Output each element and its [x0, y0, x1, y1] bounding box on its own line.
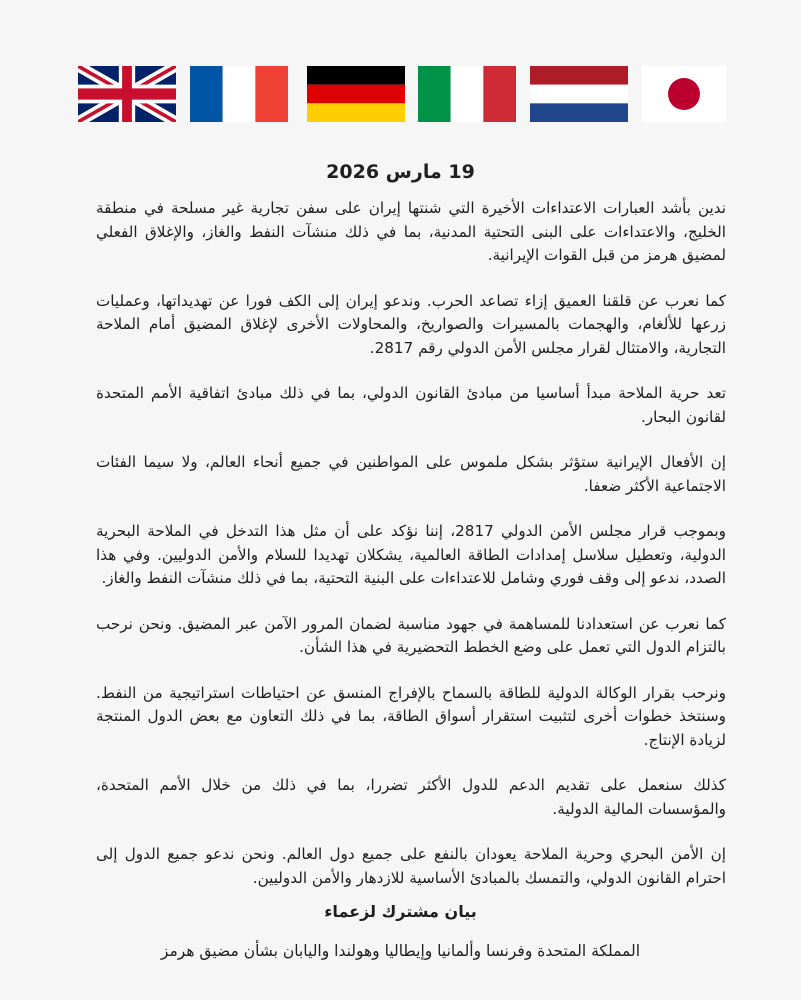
- paragraph-4: إن الأفعال الإيرانية ستؤثر بشكل ملموس على المواطنين في جميع أنحاء العالم، ولا سيما الفئات الاجتماعية الأكثر ضعفا.: [96, 453, 726, 495]
- japan-flag-icon: [642, 66, 726, 122]
- uk-flag-icon: [78, 66, 176, 122]
- paragraph-6: كما نعرب عن استعدادنا للمساهمة في جهود مناسبة لضمان المرور الآمن عبر المضيق. ونحن نرحب بالتزام الدول التي تعمل على وضع الخطط التحضيرية في هذا الشأن.: [96, 614, 726, 656]
- statement-date: 19 مارس 2026: [326, 161, 475, 183]
- flags-row: [78, 66, 728, 124]
- statement-title: بيان مشترك لزعماء: [324, 902, 477, 921]
- paragraph-7: ونرحب بقرار الوكالة الدولية للطاقة بالسماح بالإفراج المنسق عن احتياطات استراتيجية من النفط. وسنتخذ خطوات أخرى لتثبيت استقرار أسواق الطاقة، بما في ذلك التعاون مع بعض الدول المنتجة لزيادة الإنتاج.: [96, 683, 726, 749]
- paragraph-3: تعد حرية الملاحة مبدأ أساسيا من مبادئ القانون الدولي، بما في ذلك مبادئ اتفاقية الأمم المتحدة لقانون البحار.: [96, 384, 726, 426]
- paragraph-9: إن الأمن البحري وحرية الملاحة يعودان بالنفع على جميع دول العالم. ونحن ندعو جميع الدول إلى احترام القانون الدولي، والتمسك بالمبادئ الأساسية للازدهار والأمن الدوليين.: [96, 845, 726, 887]
- paragraph-8: كذلك سنعمل على تقديم الدعم للدول الأكثر تضررا، بما في ذلك من خلال الأمم المتحدة، والمؤسسات المالية الدولية.: [96, 776, 726, 818]
- paragraph-5: وبموجب قرار مجلس الأمن الدولي 2817، إننا نؤكد على أن مثل هذا التدخل في الملاحة البحرية الدولية، وتعطيل سلاسل إمدادات الطاقة العالمية، يشكلان تهديدا للسلام والأمن الدوليين. وفي هذا الصدد، ندعو إلى وقف فوري وشامل للاعتداءات على البنية التحتية، بما في ذلك منشآت النفط والغاز.: [96, 522, 726, 587]
- paragraph-2: كما نعرب عن قلقنا العميق إزاء تصاعد الحرب. وندعو إيران إلى الكف فورا عن تهديداتها، وعمليات زرعها للألغام، والهجمات بالمسيرات والصواريخ، والمحاولات الأخرى لإغلاق المضيق أمام الملاحة التجارية، والامتثال لقرار مجلس الأمن الدولي رقم 2817.: [96, 291, 726, 357]
- netherlands-flag-icon: [530, 66, 628, 122]
- statement-subtitle: المملكة المتحدة وفرنسا وألمانيا وإيطاليا وهولندا واليابان بشأن مضيق هرمز: [160, 942, 641, 960]
- italy-flag-icon: [418, 66, 516, 122]
- paragraph-1: ندين بأشد العبارات الاعتداءات الأخيرة التي شنتها إيران على سفن تجارية غير مسلحة في منطقة الخليج، والاعتداءات على البنى التحتية المدنية، بما في ذلك منشآت النفط والغاز، والإغلاق الفعلي لمضيق هرمز من قبل القوات الإيرانية.: [96, 199, 726, 264]
- germany-flag-icon: [307, 66, 405, 122]
- france-flag-icon: [190, 66, 288, 122]
- statement-body: [96, 197, 726, 912]
